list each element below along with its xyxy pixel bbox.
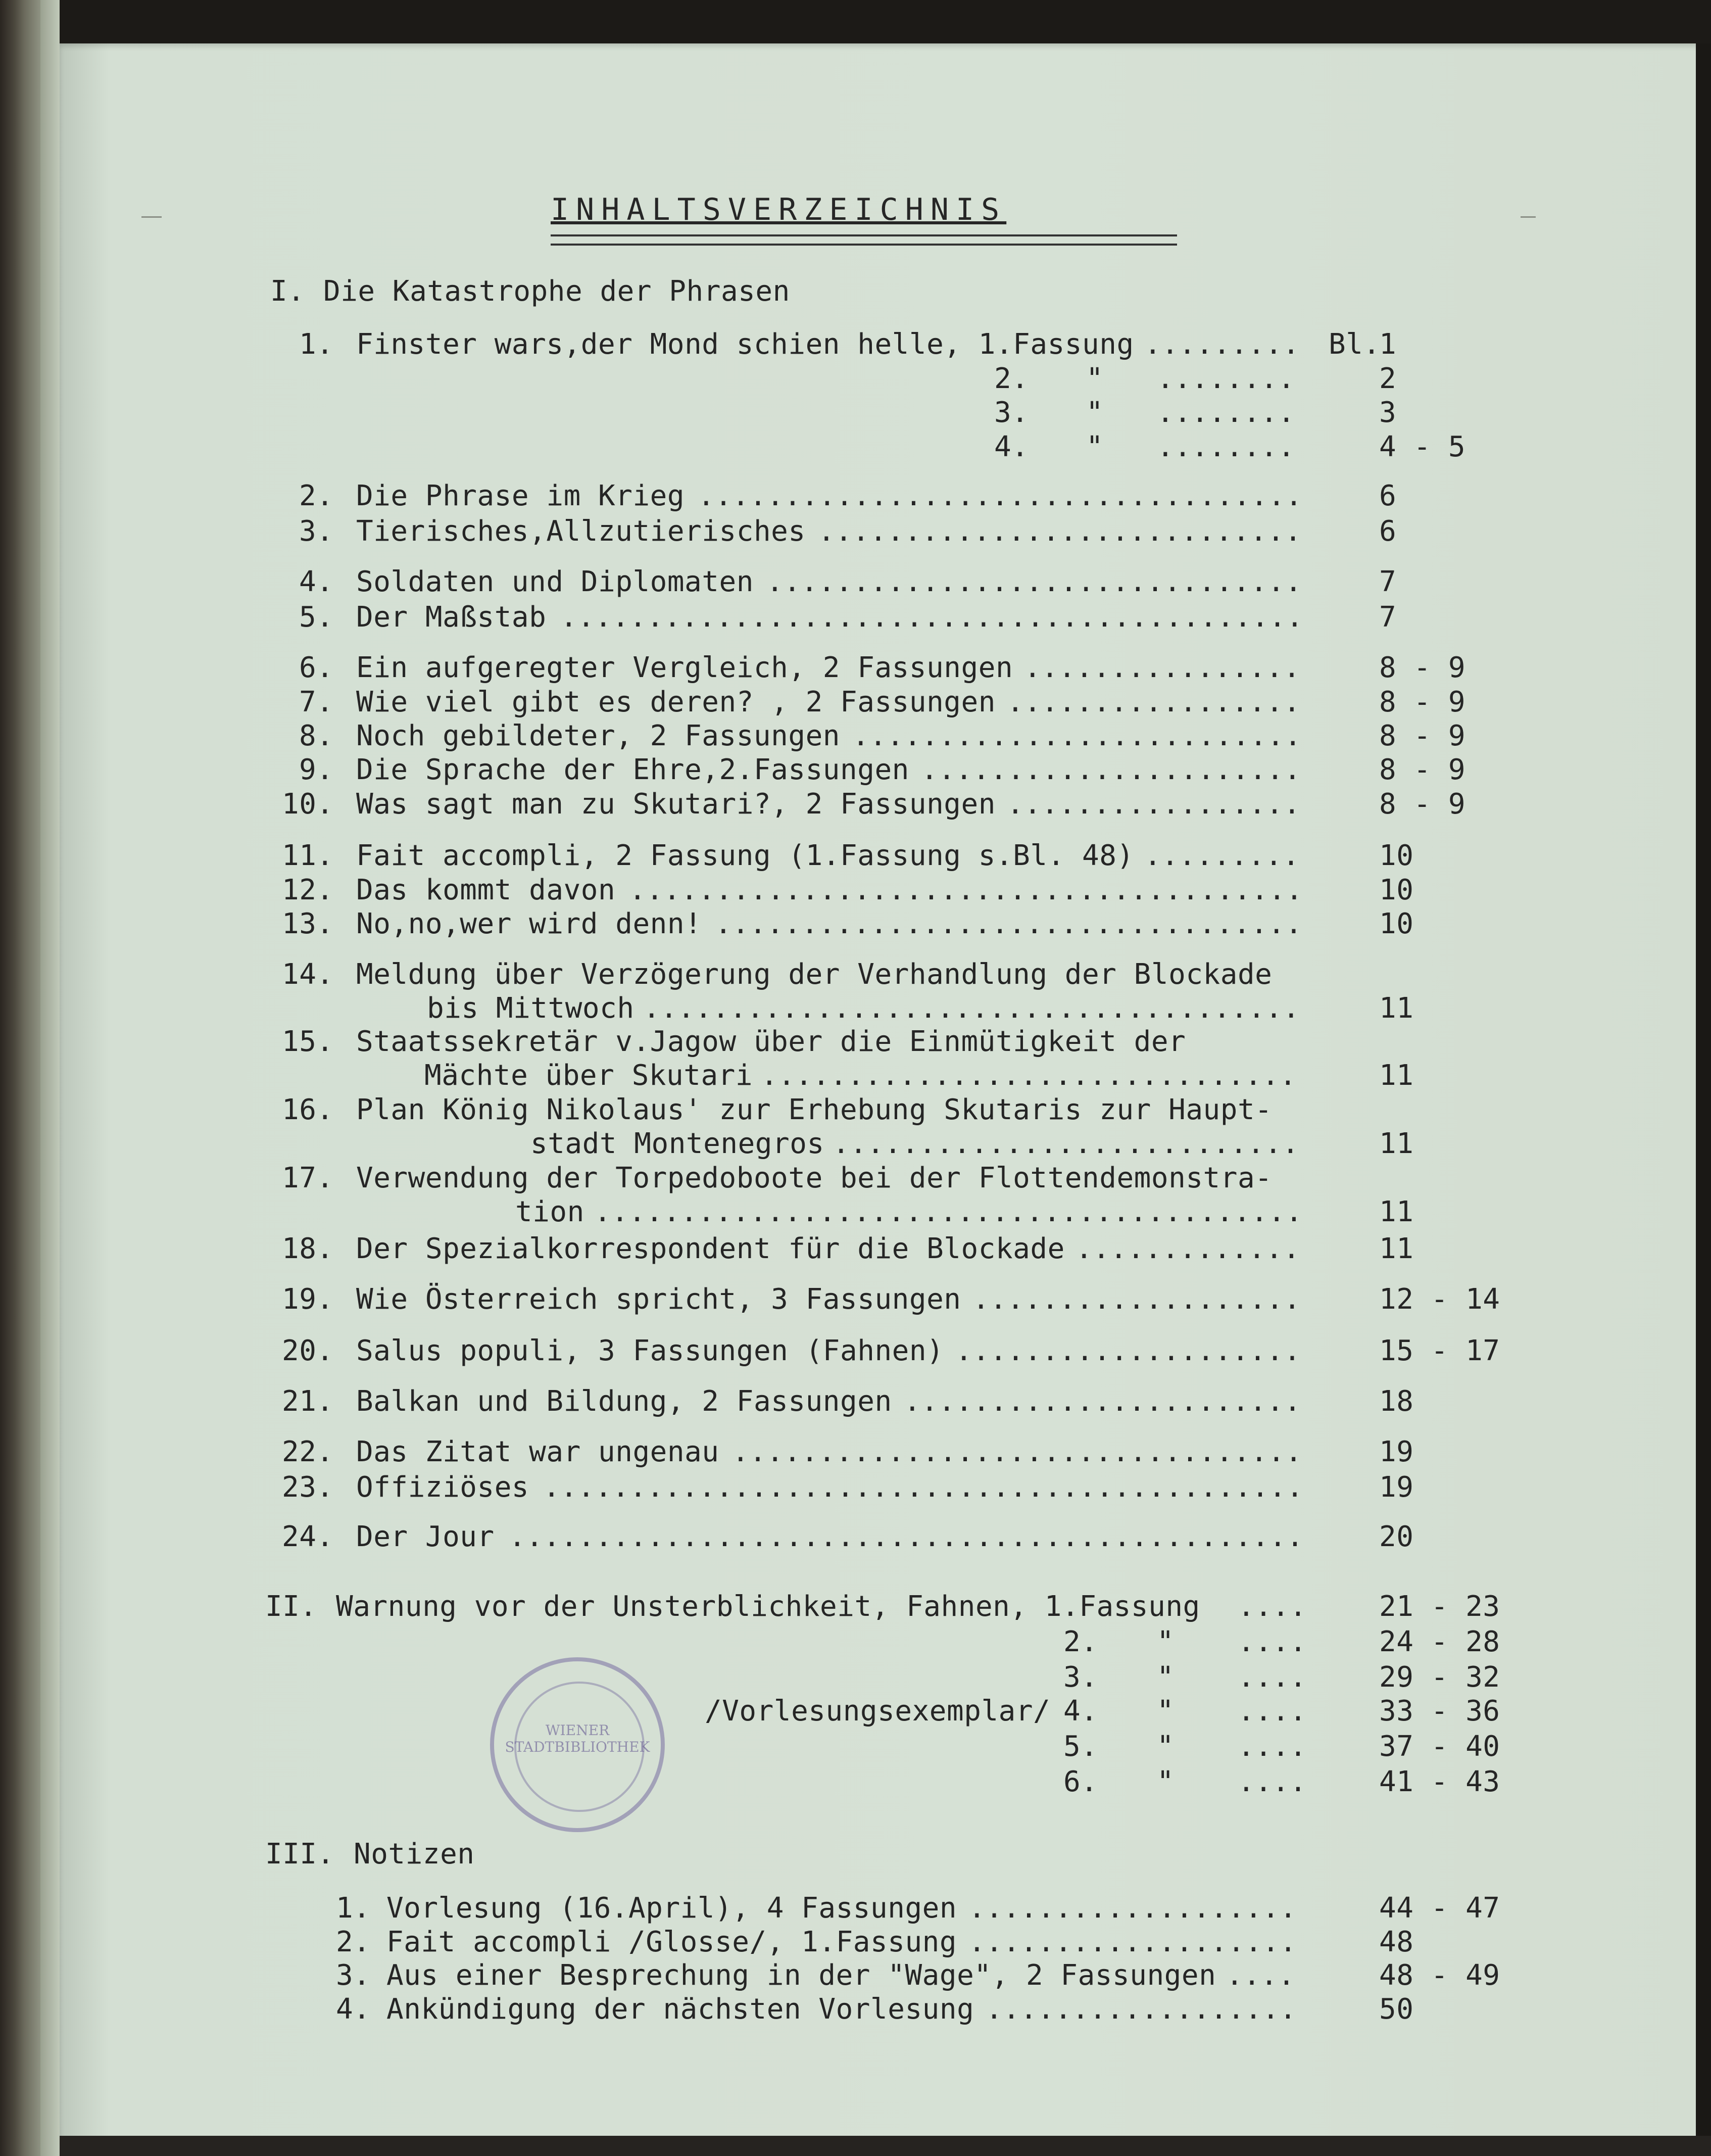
leader-dots: ........ — [1157, 396, 1295, 429]
page-ref: 11 — [1379, 1195, 1414, 1228]
entry-title: Das kommt davon — [356, 874, 616, 906]
page-ref: 8 - 9 — [1379, 788, 1466, 821]
margin-tick — [141, 216, 162, 218]
entry-number: 16. — [282, 1093, 334, 1126]
entry-number: 6. — [299, 651, 334, 684]
entry-number: 13. — [282, 907, 334, 940]
leader-dots: .... — [1238, 1730, 1307, 1763]
entry-number: 3. — [336, 1959, 371, 1992]
page-ref: 11 — [1379, 1127, 1414, 1160]
page-ref: 18 — [1379, 1385, 1414, 1418]
page-ref: 4 - 5 — [1379, 430, 1466, 463]
section-heading: Notizen — [354, 1838, 475, 1871]
ditto-mark: " — [1157, 1730, 1175, 1763]
leader-dots: ......... — [1144, 839, 1300, 872]
entry-number: 2. — [994, 362, 1029, 395]
leader-dots: .... — [1238, 1661, 1307, 1694]
ditto-mark: " — [1157, 1695, 1175, 1728]
leader-dots: ............................ — [818, 515, 1302, 548]
leader-dots: ................... — [968, 1892, 1297, 1925]
leader-dots: .................... — [955, 1334, 1301, 1367]
entry-title: Meldung über Verzögerung der Verhandlung der Blockade — [356, 958, 1273, 991]
entry-number: 17. — [282, 1162, 334, 1194]
leader-dots: .......................... — [852, 720, 1302, 752]
stamp-label: WIENER STADTBIBLIOTHEK — [505, 1722, 650, 1755]
entry-title: No,no,wer wird denn! — [356, 907, 702, 940]
leader-dots: ......... — [1144, 328, 1300, 361]
entry-number: 11. — [282, 839, 334, 872]
section-heading: Die Katastrophe der Phrasen — [323, 275, 790, 308]
ditto-mark: " — [1086, 396, 1104, 429]
page-ref: 48 — [1379, 1926, 1414, 1958]
entry-title: Finster wars,der Mond schien helle, 1.Fassung — [356, 328, 1134, 361]
page-ref: 1 — [1379, 328, 1397, 361]
page-ref: 37 - 40 — [1379, 1730, 1500, 1763]
page-ref: 19 — [1379, 1471, 1414, 1504]
page-ref: 6 — [1379, 515, 1397, 548]
page-ref: 7 — [1379, 601, 1397, 634]
page-ref: 11 — [1379, 1059, 1414, 1092]
ditto-mark: " — [1086, 430, 1104, 463]
leader-dots: .... — [1238, 1765, 1307, 1798]
section-number: II. — [265, 1590, 317, 1623]
entry-number: 5. — [299, 601, 334, 634]
entry-number: 21. — [282, 1385, 334, 1418]
leader-dots: ................ — [1024, 651, 1301, 684]
library-stamp — [490, 1657, 665, 1832]
entry-number: 3. — [994, 396, 1029, 429]
entry-title: Aus einer Besprechung in der "Wage", 2 Fassungen — [386, 1959, 1216, 1992]
entry-number: 14. — [282, 958, 334, 991]
entry-number: 4. — [1063, 1695, 1098, 1728]
section-number: III. — [265, 1838, 334, 1871]
entry-number: 19. — [282, 1283, 334, 1316]
leader-dots: ........ — [1157, 362, 1295, 395]
entry-title: Verwendung der Torpedoboote bei der Flottendemonstra- — [356, 1162, 1273, 1194]
entry-number: 20. — [282, 1334, 334, 1367]
page-ref: 24 - 28 — [1379, 1625, 1500, 1658]
leader-dots: ............. — [1076, 1232, 1300, 1265]
leader-dots: ................................... — [698, 480, 1303, 512]
entry-title: Der Maßstab — [356, 601, 547, 634]
entry-number: 22. — [282, 1435, 334, 1468]
page-ref: 8 - 9 — [1379, 651, 1466, 684]
entry-title: Soldaten und Diplomaten — [356, 565, 754, 598]
entry-number: 4. — [994, 430, 1029, 463]
leader-dots: ......................................... — [594, 1195, 1303, 1228]
entry-number: 9. — [299, 753, 334, 786]
entry-title: Vorlesung (16.April), 4 Fassungen — [386, 1892, 957, 1925]
ditto-mark: " — [1086, 362, 1104, 395]
background-top — [60, 0, 1711, 43]
entry-title-continued: Mächte über Skutari — [424, 1059, 753, 1092]
leader-dots: ....................................... — [629, 874, 1303, 906]
entry-title: Ein aufgeregter Vergleich, 2 Fassungen — [356, 651, 1013, 684]
entry-number: 5. — [1063, 1730, 1098, 1763]
book-spine — [0, 0, 40, 2156]
page-ref: 10 — [1379, 907, 1414, 940]
entry-number: 4. — [299, 565, 334, 598]
entry-number: 3. — [1063, 1661, 1098, 1694]
entry-title: Was sagt man zu Skutari?, 2 Fassungen — [356, 788, 996, 821]
page-ref: 21 - 23 — [1379, 1590, 1500, 1623]
leader-dots: .............................................. — [509, 1520, 1304, 1553]
page-title: INHALTSVERZEICHNIS — [551, 192, 1007, 227]
leader-dots: ............................... — [761, 1059, 1297, 1092]
background-bottom — [60, 2136, 1711, 2156]
leader-dots: ...................................... — [643, 992, 1300, 1025]
page-ref: 20 — [1379, 1520, 1414, 1553]
entry-title: Balkan und Bildung, 2 Fassungen — [356, 1385, 892, 1418]
leader-dots: .... — [1238, 1590, 1307, 1623]
entry-number: 23. — [282, 1471, 334, 1504]
page-ref: 8 - 9 — [1379, 753, 1466, 786]
leader-dots: ................. — [1007, 788, 1301, 821]
note-label: /Vorlesungsexemplar/ — [705, 1695, 1051, 1728]
entry-title: Der Spezialkorrespondent für die Blockade — [356, 1232, 1065, 1265]
entry-title: Der Jour — [356, 1520, 495, 1553]
section-heading: Warnung vor der Unsterblichkeit, Fahnen, 1.Fassung — [336, 1590, 1200, 1623]
page-ref: 33 - 36 — [1379, 1695, 1500, 1728]
entry-number: 6. — [1063, 1765, 1098, 1798]
leader-dots: ............................................ — [543, 1471, 1304, 1504]
entry-title: Tierisches,Allzutierisches — [356, 515, 806, 548]
entry-title: Fait accompli /Glosse/, 1.Fassung — [386, 1926, 957, 1958]
entry-number: 24. — [282, 1520, 334, 1553]
leader-dots: .... — [1238, 1695, 1307, 1728]
page-ref: 11 — [1379, 992, 1414, 1025]
page-ref: 8 - 9 — [1379, 686, 1466, 718]
entry-number: 2. — [299, 480, 334, 512]
leader-dots: .................. — [986, 1993, 1297, 2026]
entry-title: Salus populi, 3 Fassungen (Fahnen) — [356, 1334, 944, 1367]
page-ref: 29 - 32 — [1379, 1661, 1500, 1694]
leader-dots: ........................... — [833, 1127, 1299, 1160]
entry-number: 18. — [282, 1232, 334, 1265]
background-right — [1696, 43, 1711, 2156]
entry-title: Die Sprache der Ehre,2.Fassungen — [356, 753, 909, 786]
leader-dots: ................... — [972, 1283, 1301, 1316]
ditto-mark: " — [1157, 1625, 1175, 1658]
leader-dots: .................................. — [715, 907, 1303, 940]
entry-number: 7. — [299, 686, 334, 718]
leader-dots: ...................... — [921, 753, 1301, 786]
ditto-mark: " — [1157, 1765, 1175, 1798]
entry-title: Offiziöses — [356, 1471, 529, 1504]
entry-number: 3. — [299, 515, 334, 548]
book-spine-edge — [40, 0, 61, 2156]
page-ref: 19 — [1379, 1435, 1414, 1468]
margin-tick — [1521, 216, 1536, 218]
page-ref: 41 - 43 — [1379, 1765, 1500, 1798]
entry-number: 1. — [299, 328, 334, 361]
entry-number: 10. — [282, 788, 334, 821]
stamp-text — [494, 1722, 661, 1755]
entry-title: Das Zitat war ungenau — [356, 1435, 719, 1468]
leader-dots: ............................... — [766, 565, 1302, 598]
entry-title: Ankündigung der nächsten Vorlesung — [386, 1993, 974, 2026]
page-ref: 12 - 14 — [1379, 1283, 1500, 1316]
leader-dots: .... — [1238, 1625, 1307, 1658]
leader-dots: ........ — [1157, 430, 1295, 463]
entry-title: Die Phrase im Krieg — [356, 480, 685, 512]
leader-dots: ................... — [968, 1926, 1297, 1958]
entry-title: Fait accompli, 2 Fassung (1.Fassung s.Bl. 48) — [356, 839, 1134, 872]
page-ref: 15 - 17 — [1379, 1334, 1500, 1367]
entry-title-continued: bis Mittwoch — [427, 992, 634, 1025]
page-ref: 8 - 9 — [1379, 720, 1466, 752]
leader-dots: .... — [1226, 1959, 1295, 1992]
entry-number: 12. — [282, 874, 334, 906]
page-prefix: Bl. — [1329, 328, 1381, 361]
page-ref: 11 — [1379, 1232, 1414, 1265]
entry-title-continued: tion — [515, 1195, 584, 1228]
entry-number: 1. — [336, 1892, 371, 1925]
entry-number: 8. — [299, 720, 334, 752]
page-ref: 7 — [1379, 565, 1397, 598]
title-double-rule — [551, 234, 1177, 246]
leader-dots: ................. — [1007, 686, 1301, 718]
section-number: I. — [270, 275, 305, 308]
page-ref: 2 — [1379, 362, 1397, 395]
entry-number: 15. — [282, 1025, 334, 1058]
entry-title: Plan König Nikolaus' zur Erhebung Skutaris zur Haupt- — [356, 1093, 1273, 1126]
leader-dots: ................................. — [732, 1435, 1303, 1468]
page-ref: 48 - 49 — [1379, 1959, 1500, 1992]
entry-number: 4. — [336, 1993, 371, 2026]
entry-title: Noch gebildeter, 2 Fassungen — [356, 720, 841, 752]
entry-title-continued: stadt Montenegros — [530, 1127, 824, 1160]
page-ref: 50 — [1379, 1993, 1414, 2026]
entry-number: 2. — [336, 1926, 371, 1958]
ditto-mark: " — [1157, 1661, 1175, 1694]
page-ref: 10 — [1379, 839, 1414, 872]
page-ref: 44 - 47 — [1379, 1892, 1500, 1925]
page-ref: 10 — [1379, 874, 1414, 906]
leader-dots: ........................................... — [560, 601, 1304, 634]
entry-title: Wie viel gibt es deren? , 2 Fassungen — [356, 686, 996, 718]
leader-dots: ....................... — [904, 1385, 1301, 1418]
entry-title: Wie Österreich spricht, 3 Fassungen — [356, 1283, 961, 1316]
entry-number: 2. — [1063, 1625, 1098, 1658]
page-ref: 6 — [1379, 480, 1397, 512]
page-ref: 3 — [1379, 396, 1397, 429]
entry-title: Staatssekretär v.Jagow über die Einmütigkeit der — [356, 1025, 1186, 1058]
